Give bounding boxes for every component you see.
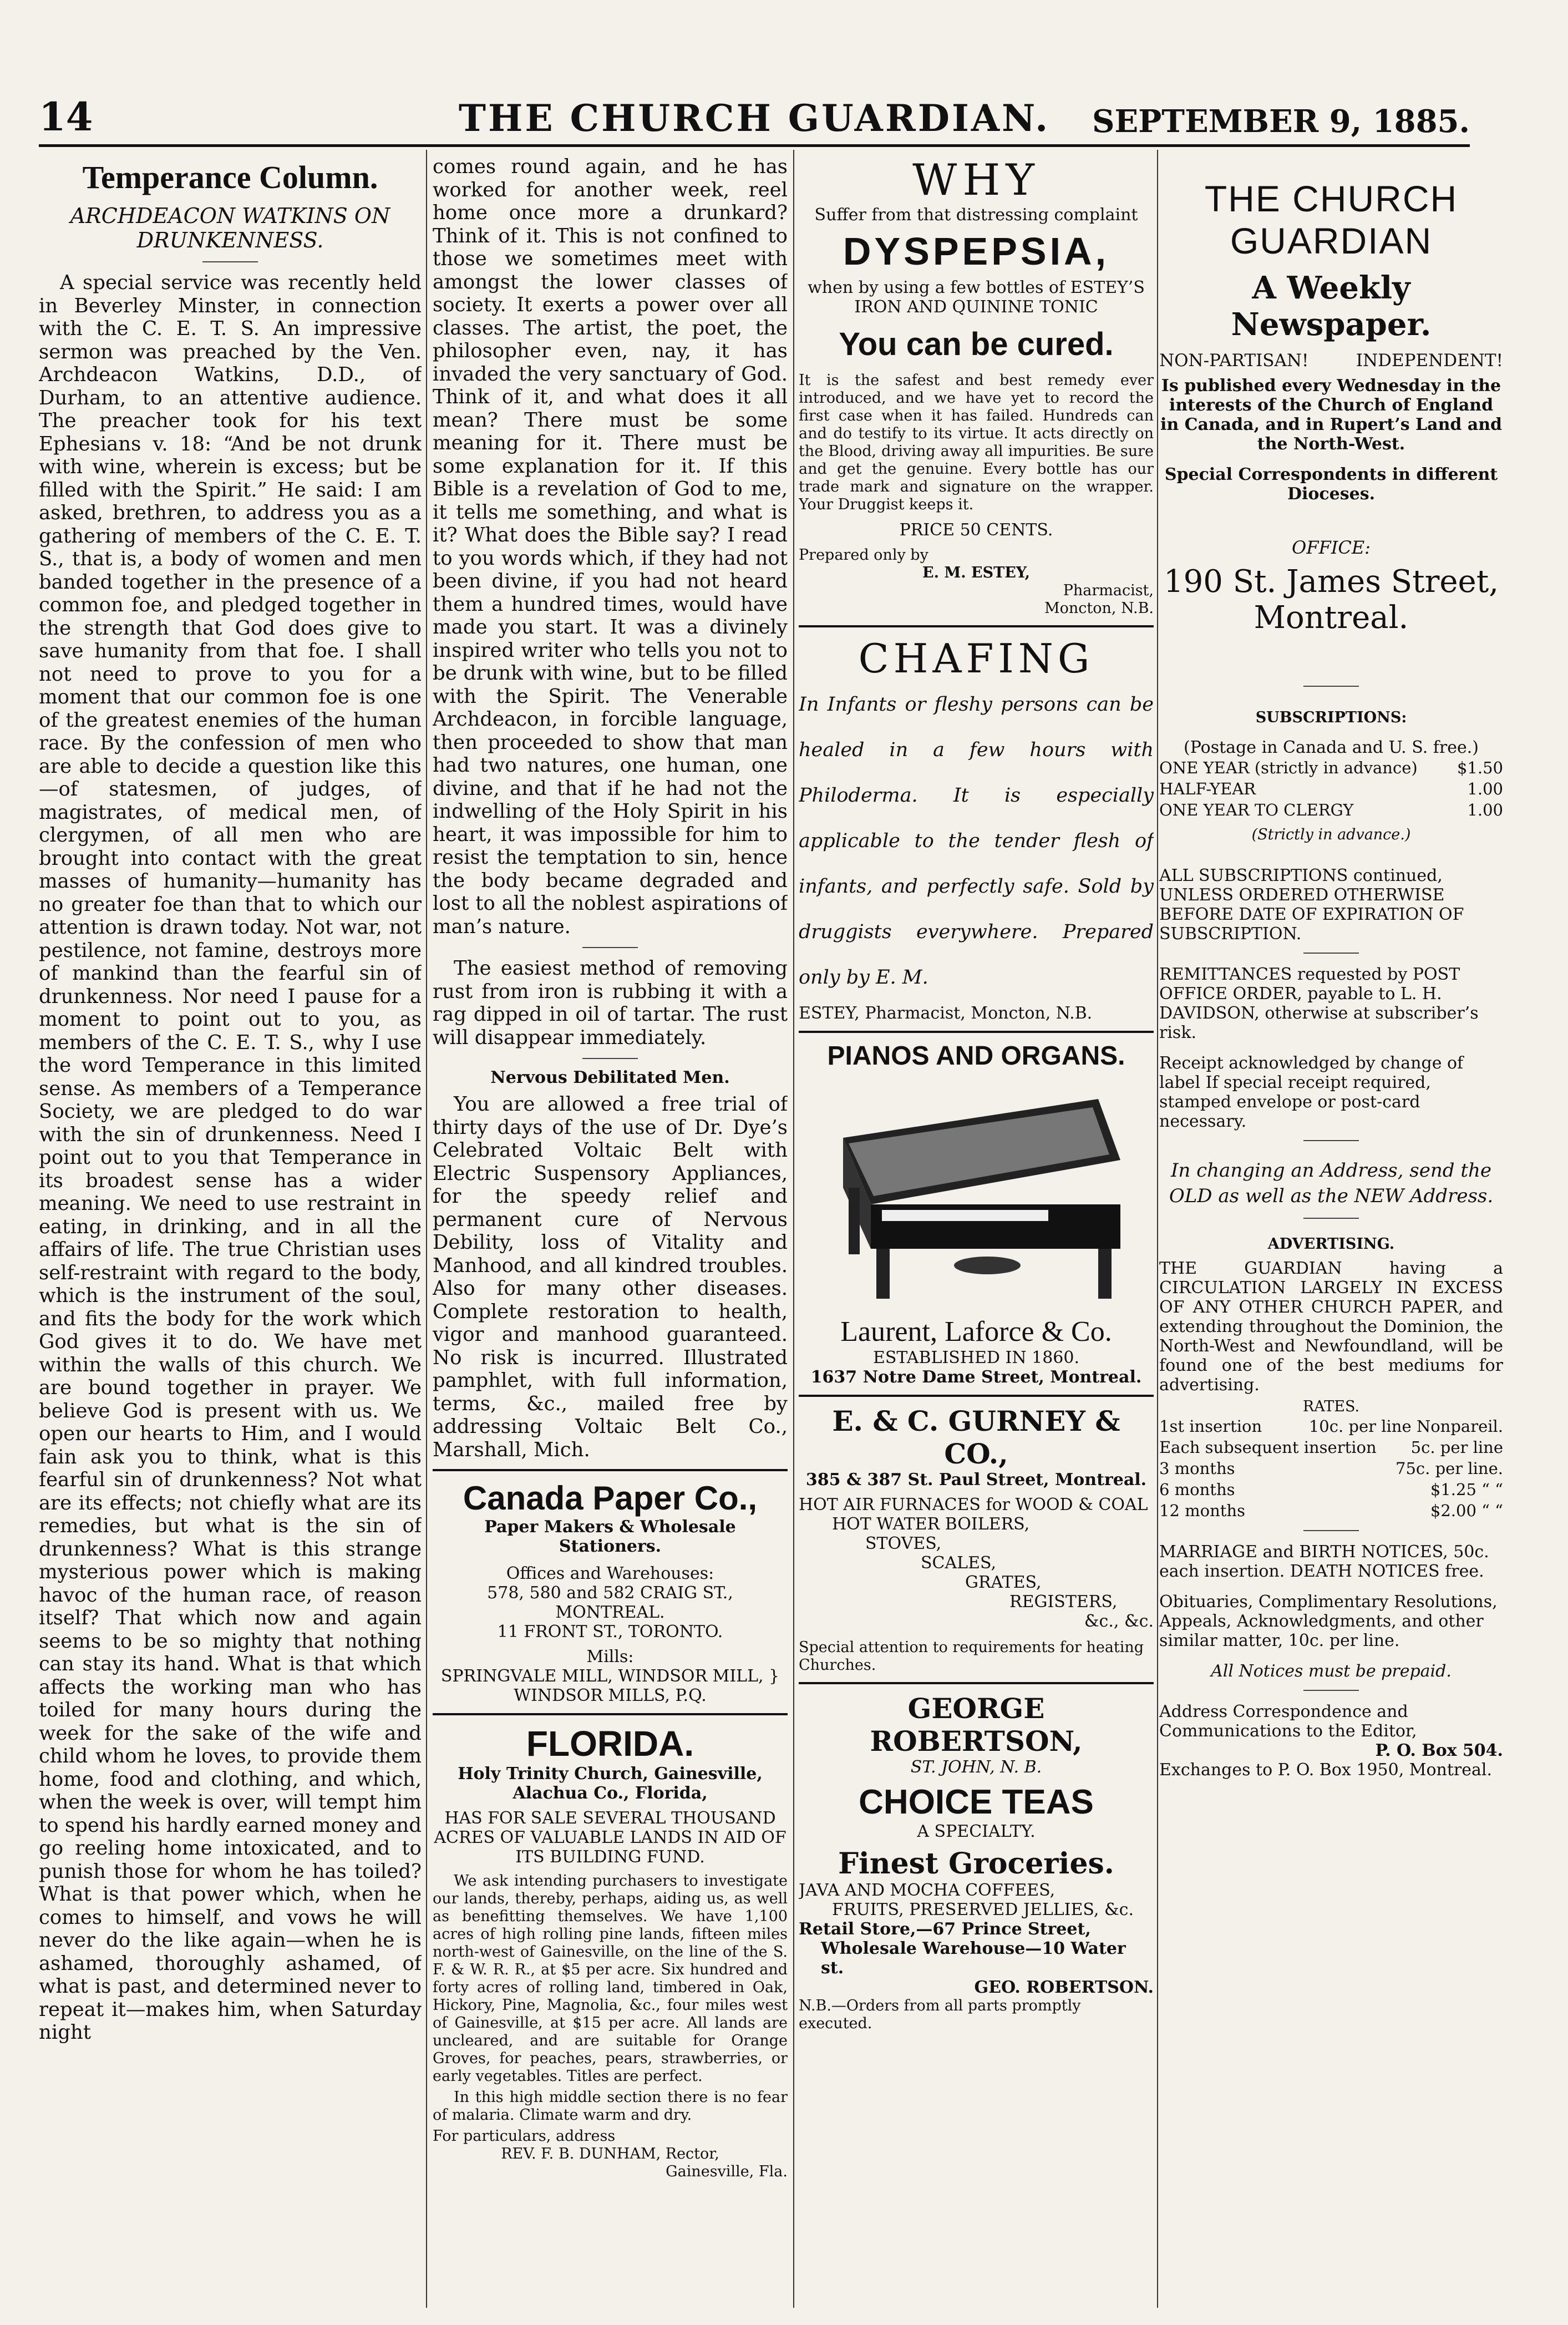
divider (1303, 1218, 1359, 1219)
masthead: THE CHURCH GUARDIAN (1204, 178, 1458, 261)
special-correspondents: Special Correspondents in different Dioceses. (1164, 465, 1498, 504)
canada-offices: Offices and Warehouses: (506, 1564, 714, 1583)
gurney-addr: 385 & 387 St. Paul Street, Montreal. (805, 1470, 1147, 1490)
divider (799, 1682, 1154, 1684)
article-subhead: ARCHDEACON WATKINS ON DRUNKENNESS. (70, 204, 390, 252)
rate-label: HALF-YEAR (1159, 779, 1256, 798)
divider (1303, 1530, 1359, 1531)
obituaries: Obituaries, Complimentary Resolutions, Appeals, Acknowledgments, and other similar matter, 10c. per line. (1159, 1592, 1498, 1650)
robertson-heading: GEORGE ROBERTSON, (870, 1692, 1083, 1757)
rate-row (1159, 778, 1503, 799)
divider (799, 1031, 1154, 1033)
po-box: P. O. Box 504. (1375, 1741, 1503, 1760)
florida-sign: REV. F. B. DUNHAM, Rector, (501, 2145, 719, 2162)
divider (582, 1058, 638, 1059)
adv-rate-row (1159, 1458, 1503, 1479)
gurney-item: &c., &c. (1084, 1612, 1154, 1631)
cured-heading: You can be cured. (839, 326, 1114, 362)
florida-contact: For particulars, address (433, 2128, 616, 2145)
fruits: FRUITS, PRESERVED JELLIES, &c. (832, 1900, 1134, 1919)
rate-label: ONE YEAR TO CLERGY (1159, 801, 1354, 819)
canada-paper-sub: Paper Makers & Wholesale Stationers. (484, 1517, 736, 1556)
wholesale: Wholesale Warehouse—10 Water st. (821, 1939, 1126, 1978)
divider (1303, 1140, 1359, 1141)
rust-paragraph: The easiest method of removing rust from iron is rubbing it with a rag dipped in oil of tartar. The rust will disappear immediately. (433, 957, 788, 1049)
chafing-heading: CHAFING (858, 635, 1094, 682)
column-rule (1157, 150, 1158, 2308)
divider (202, 261, 258, 262)
canada-paper-title: Canada Paper Co., (463, 1480, 758, 1517)
st-john: ST. JOHN, N. B. (910, 1757, 1042, 1777)
chafing-sign: ESTEY, Pharmacist, Moncton, N.B. (799, 1004, 1093, 1023)
independent: INDEPENDENT! (1356, 351, 1503, 371)
rate-label: 6 months (1159, 1480, 1235, 1499)
gurney-item: SCALES, (921, 1553, 997, 1573)
adv-rate-row (1159, 1479, 1503, 1500)
divider (1303, 953, 1359, 954)
advertising-text: THE GUARDIAN having a CIRCULATION LARGELY IN EXCESS OF ANY OTHER CHURCH PAPER, and extending throughout the Dominion, the North-West and Newfoundland, will be found one of the best mediums for advertising. (1159, 1259, 1503, 1395)
masthead-column (1159, 155, 1503, 2308)
column-heading: Temperance Column. (82, 159, 378, 195)
why-heading: WHY (912, 155, 1040, 205)
rate-price: 1.00 (1467, 801, 1503, 819)
dyspepsia-small: It is the safest and best remedy ever introduced, and we have yet to record the first case when it has failed. Hundreds can and do testify to its virtue. It acts directly on the Blood, driving away all impurities. Be sure and get the genuine. Every bottle has our trade mark and signature on the wrapper. Your Druggist keeps it. (799, 372, 1154, 513)
rate-label: ONE YEAR (strictly in advance) (1159, 758, 1418, 777)
florida-lead: HAS FOR SALE SEVERAL THOUSAND ACRES OF VALUABLE LANDS IN AID OF ITS BUILDING FUND. (434, 1809, 786, 1867)
dyspepsia-heading: DYSPEPSIA, (843, 230, 1110, 273)
nervous-title: Nervous Debilitated Men. (490, 1068, 730, 1087)
gurney-item: HOT WATER BOILERS, (832, 1514, 1030, 1534)
nonpartisan-row (1159, 351, 1503, 371)
laurent-name: Laurent, Laforce & Co. (840, 1316, 1112, 1348)
rate-row (1159, 799, 1503, 820)
marriage-notices: MARRIAGE and BIRTH NOTICES, 50c. each insertion. DEATH NOTICES free. (1159, 1542, 1489, 1581)
retail: Retail Store,—67 Prince Street, (799, 1919, 1091, 1939)
gurney-note: Special attention to requirements for heating Churches. (799, 1639, 1144, 1674)
canada-addr2: 11 FRONT ST., TORONTO. (497, 1622, 723, 1642)
gurney-heading: E. & C. GURNEY & CO., (832, 1405, 1120, 1470)
nervous-text: You are allowed a free trial of thirty days of the use of Dr. Dye’s Celebrated Voltaic Belt with Electric Suspensory Appliances, for the speedy relief and permanent cure of Nervous Debility, loss of Vitality and Manhood, and all kindred troubles. Also for many other diseases. Complete restoration to health, vigor and manhood guaranteed. No risk is incurred. Illustrated pamphlet, with full information, terms, &c., mailed free by addressing Voltaic Belt Co., Marshall, Mich. (433, 1093, 788, 1461)
newspaper-title: THE CHURCH GUARDIAN. (458, 97, 1051, 140)
remittances: REMITTANCES requested by POST OFFICE ORDER, payable to L. H. DAVIDSON, otherwise at subscriber’s risk. (1159, 965, 1479, 1042)
established: ESTABLISHED IN 1860. (872, 1348, 1080, 1367)
rate-label: Each subsequent insertion (1159, 1438, 1377, 1457)
florida-place: Gainesville, Fla. (666, 2163, 788, 2180)
divider (799, 625, 1154, 627)
rate-price: 5c. per line (1410, 1438, 1503, 1457)
when-text: when by using a few bottles of ESTEY’S IRON AND QUININE TONIC (808, 278, 1145, 317)
article-continued-column (433, 155, 788, 2308)
florida-body: We ask intending purchasers to investigate our lands, thereby, perhaps, aiding us, as well as benefitting themselves. We have 1,100 acres of high rolling pine lands, fifteen miles north-west of Gainesville, on the line of the S. F. & W. R. R., at $5 per acre. Six hundred and forty acres of rolling land, timbered in Oak, Hickory, Pine, Magnolia, &c., four miles west of Gainesville, at $15 per acre. All lands are uncleared, and are suitable for Orange Groves, for peaches, pears, strawberries, or early vegetables. Titles are perfect. (433, 1872, 788, 2085)
all-subscriptions: ALL SUBSCRIPTIONS continued, UNLESS ORDERED OTHERWISE BEFORE DATE OF EXPIRATION OF SUBSCRIPTION. (1159, 866, 1464, 944)
florida-sub: Holy Trinity Church, Gainesville, Alachua Co., Florida, (458, 1764, 763, 1803)
published-text: Is published every Wednesday in the interests of the Church of England in Canada, and in Rupert’s Land and the North-West. (1160, 376, 1503, 454)
prepared: Prepared only by (799, 546, 928, 564)
price: PRICE 50 CENTS. (899, 520, 1053, 540)
florida-title: FLORIDA. (526, 1724, 694, 1764)
page-number: 14 (39, 94, 93, 140)
rate-price: 10c. per line Nonpareil. (1308, 1417, 1503, 1436)
gurney-item: HOT AIR FURNACES for WOOD & COAL (799, 1495, 1148, 1514)
rate-price: 75c. per line. (1396, 1459, 1503, 1478)
estey-place: Moncton, N.B. (1044, 600, 1154, 617)
rate-label: 12 months (1159, 1501, 1245, 1520)
canada-addr1: 578, 580 and 582 CRAIG ST., MONTREAL. (487, 1583, 733, 1622)
rate-label: 3 months (1159, 1459, 1235, 1478)
choice-teas: CHOICE TEAS (859, 1783, 1094, 1821)
issue-date: SEPTEMBER 9, 1885. (1092, 103, 1470, 140)
gurney-item: STOVES, (865, 1534, 942, 1553)
suffer-text: Suffer from that distressing complaint (814, 205, 1138, 225)
canada-mills-label: Mills: (586, 1647, 634, 1666)
chafing-text: In Infants or fleshy persons can be healed in a few hours with Philoderma. It is especially applicable to the tender flesh of infants, and perfectly safe. Sold by druggists everywhere. Prepared only by E. M. (799, 693, 1154, 989)
gurney-item: GRATES, (965, 1573, 1042, 1592)
specialty: A SPECIALTY. (917, 1822, 1036, 1841)
estey-name: E. M. ESTEY, (922, 564, 1030, 581)
article-paragraph: A special service was recently held in Beverley Minster, in connection with the C. E. T. S. An impressive sermon was preached by the Ven. Archdeacon Watkins, D.D., of Durham, to an attentive audience. The preacher took for his text Ephesians v. 18: “And be not drunk with wine, wherein is excess; but be filled with the Spirit.” He said: I am asked, brethren, to address you as a gathering of members of the C. E. T. S., that is, a body of women and men banded together in the presence of a common foe, and pledged together in the strength that God does give to save humanity from that foe. I shall not need to prove to you for a moment that our common foe is one of the greatest enemies of the human race. By the confession of men who are able to decide a question like this—of statesmen, of judges, of magistrates, of medical men, of clergymen, of all men who are brought into contact with the great masses of humanity—humanity has no greater foe than that to which our attention is drawn today. Not war, not pestilence, not famine, destroys more of mankind than the fearful sin of drunkenness. Nor need I pause for a moment to point out to you, as members of the C. E. T. S., why I use the word Temperance in this limited sense. As members of a Temperance Society, we are pledged to do war with the sin of drunkenness. Need I point out to you that Temperance in its broadest sense has a wider meaning. We need to use restraint in eating, in drinking, and in all the affairs of life. The true Christian uses self-restraint with regard to the body, which is the instrument of the soul, and fits the body for the work which God gives it to do. We have met within the walls of this church. We are bound together in prayer. We believe God is present with us. We open our hearts to Him, and I would fain ask you to think, what is this fearful sin of drunkenness? Not what are its effects; not chiefly what are its remedies, but what is the sin of drunkenness? What is this strange mysterious power which is making havoc of the human race, of reason itself? That which now and again seems to be so mighty that nothing can stay its hand. What is that which affects the working man who has toiled for many hours during the week for the sake of the wife and child whom he loves, to provide them home, food and clothing, and which, when the week is over, will tempt him to spend his hardly earned money and go reeling home intoxicated, and to punish those for whom he has toiled? What is that power which, when he comes to himself, and vows he will never do the like again—when he is ashamed, thoroughly ashamed, of what is past, and determined never to repeat it—makes him, when Saturday night (39, 271, 422, 2044)
weekly-newspaper: A Weekly Newspaper. (1231, 270, 1432, 343)
piano-illustration (821, 1077, 1131, 1310)
rate-row (1159, 757, 1503, 778)
rate-price: 1.00 (1467, 779, 1503, 798)
estey-pharm: Pharmacist, (1063, 582, 1154, 599)
divider (582, 947, 638, 948)
divider (433, 1713, 788, 1715)
notices-prepaid: All Notices must be prepaid. (1211, 1662, 1452, 1681)
finest-groceries: Finest Groceries. (838, 1847, 1114, 1881)
office-label: OFFICE: (1292, 537, 1371, 558)
changing-address: In changing an Address, send the OLD as well as the NEW Address. (1169, 1159, 1494, 1207)
rates-title: RATES. (1302, 1398, 1360, 1415)
advertising-title: ADVERTISING. (1267, 1235, 1395, 1253)
rate-label: 1st insertion (1159, 1417, 1262, 1436)
adv-rate-row (1159, 1437, 1503, 1458)
article-paragraph: comes round again, and he has worked for another week, reel home once more a drunkard? Think of it. This is not confined to those we sometimes meet with amongst the lower classes of society. It exerts a power over all classes. The artist, the poet, the philosopher even, nay, it has invaded the very sanctuary of God. Think of it, and what does it all mean? There must be some meaning for it. There must be some explanation for it. If this Bible is a revelation of God to me, it tells me something, and what is it? What does the Bible say? I read to you words which, if they had not been divine, if you had not heard them a hundred times, would have made you start. It was a divinely inspired writer who tells you not to be drunk with wine, but to be filled with the Spirit. The Venerable Archdeacon, in forcible language, then proceeded to show that man had two natures, one human, one divine, and that if he had not the indwelling of the Holy Spirit in his heart, it was impossible for him to resist the temptation to sin, hence the body became degraded and lost to all the noblest aspirations of man’s nature. (433, 155, 788, 938)
adv-rate-row (1159, 1500, 1503, 1521)
office-address: 190 St. James Street, Montreal. (1164, 564, 1499, 636)
florida-health: In this high middle section there is no fear of malaria. Climate warm and dry. (433, 2089, 788, 2124)
postage: (Postage in Canada and U. S. free.) (1184, 738, 1479, 757)
geo-robertson: GEO. ROBERTSON. (974, 1978, 1154, 1997)
rate-price: $1.25 “ “ (1430, 1480, 1503, 1499)
address-correspondence: Address Correspondence and Communications to the Editor, (1159, 1702, 1417, 1741)
subscriptions-title: SUBSCRIPTIONS: (1255, 709, 1407, 726)
rate-price: $2.00 “ “ (1430, 1501, 1503, 1520)
gurney-item: REGISTERS, (1009, 1592, 1118, 1612)
divider (799, 1395, 1154, 1397)
rate-price: $1.50 (1457, 758, 1503, 777)
strictly: (Strictly in advance.) (1251, 826, 1411, 843)
receipt: Receipt acknowledged by change of label If special receipt required, stamped envelope or post-card necessary. (1159, 1053, 1464, 1131)
advertisements-column (799, 155, 1154, 2308)
column-rule (426, 150, 427, 2308)
nonpartisan: NON-PARTISAN! (1159, 351, 1309, 371)
divider (433, 1469, 788, 1471)
exchanges: Exchanges to P. O. Box 1950, Montreal. (1159, 1760, 1493, 1780)
notre-dame: 1637 Notre Dame Street, Montreal. (810, 1367, 1142, 1387)
page-header (39, 83, 1470, 147)
divider (1303, 686, 1359, 687)
column-rule (793, 150, 794, 2308)
orders: N.B.—Orders from all parts promptly executed. (799, 1997, 1081, 2032)
adv-rate-row (1159, 1416, 1503, 1437)
temperance-column (39, 155, 422, 2308)
java: JAVA AND MOCHA COFFEES, (799, 1881, 1056, 1900)
divider (1303, 1690, 1359, 1691)
canada-mills: SPRINGVALE MILL, WINDSOR MILL, } WINDSOR MILLS, P.Q. (440, 1666, 780, 1705)
pianos-heading: PIANOS AND ORGANS. (827, 1041, 1125, 1071)
